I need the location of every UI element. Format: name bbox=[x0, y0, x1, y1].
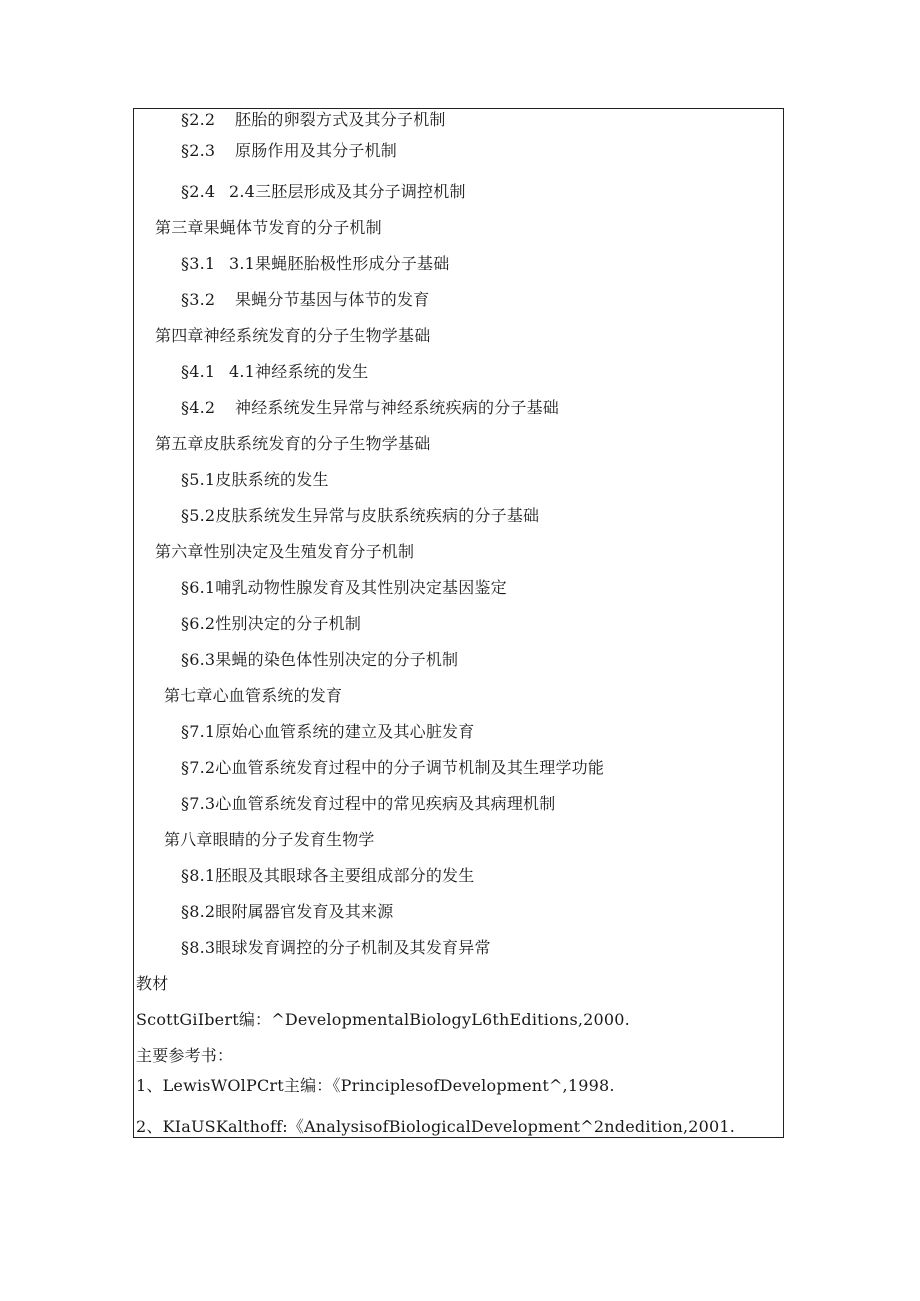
section-8-3: §8.3眼球发育调控的分子机制及其发育异常 bbox=[181, 938, 491, 957]
chapter-8-heading: 第八章眼睛的分子发育生物学 bbox=[164, 830, 375, 849]
section-4-2 bbox=[181, 398, 559, 418]
section-3-1 bbox=[181, 254, 449, 274]
section-3-2 bbox=[181, 290, 429, 310]
chapter-7-heading: 第七章心血管系统的发育 bbox=[164, 686, 343, 705]
section-title: 4.1神经系统的发生 bbox=[229, 362, 369, 381]
section-7-1: §7.1原始心血管系统的建立及其心脏发育 bbox=[181, 722, 475, 741]
reference-1: 1、LewisWOlPCrt主编：《PrinciplesofDevelopment^,1998. bbox=[136, 1076, 615, 1095]
section-4-1 bbox=[181, 362, 368, 382]
section-title: 3.1果蝇胚胎极性形成分子基础 bbox=[229, 254, 450, 273]
section-7-2: §7.2心血管系统发育过程中的分子调节机制及其生理学功能 bbox=[181, 758, 605, 777]
section-2-4 bbox=[181, 182, 466, 202]
chapter-3-heading: 第三章果蝇体节发育的分子机制 bbox=[155, 218, 382, 237]
section-6-2: §6.2性别决定的分子机制 bbox=[181, 614, 362, 633]
section-number: §3.1 bbox=[181, 254, 216, 273]
section-number: §4.1 bbox=[181, 362, 216, 381]
section-8-2: §8.2眼附属器官发育及其来源 bbox=[181, 902, 394, 921]
section-2-3 bbox=[181, 141, 397, 161]
section-title: 原肠作用及其分子机制 bbox=[235, 141, 398, 160]
section-title: 神经系统发生异常与神经系统疾病的分子基础 bbox=[235, 398, 560, 417]
textbook-entry: ScottGiIbert编：^DevelopmentalBiologyL6thEditions,2000. bbox=[136, 1010, 630, 1029]
chapter-4-heading: 第四章神经系统发育的分子生物学基础 bbox=[155, 326, 431, 345]
section-title: 胚胎的卵裂方式及其分子机制 bbox=[235, 110, 446, 129]
textbook-label: 教材 bbox=[136, 974, 169, 993]
section-title: 果蝇分节基因与体节的发育 bbox=[235, 290, 430, 309]
section-number: §4.2 bbox=[181, 398, 216, 417]
section-5-1: §5.1皮肤系统的发生 bbox=[181, 470, 329, 489]
section-2-2 bbox=[181, 110, 446, 130]
section-6-3: §6.3果蝇的染色体性别决定的分子机制 bbox=[181, 650, 459, 669]
section-5-2: §5.2皮肤系统发生异常与皮肤系统疾病的分子基础 bbox=[181, 506, 540, 525]
reference-2: 2、KIaUSKalthoff:《AnalysisofBiologicalDevelopment^2ndedition,2001. bbox=[136, 1117, 736, 1136]
section-6-1: §6.1哺乳动物性腺发育及其性别决定基因鉴定 bbox=[181, 578, 507, 597]
section-8-1: §8.1胚眼及其眼球各主要组成部分的发生 bbox=[181, 866, 475, 885]
references-label: 主要参考书： bbox=[136, 1046, 234, 1065]
section-number: §2.4 bbox=[181, 182, 216, 201]
section-title: 2.4三胚层形成及其分子调控机制 bbox=[229, 182, 466, 201]
section-number: §2.2 bbox=[181, 110, 216, 129]
section-number: §2.3 bbox=[181, 141, 216, 160]
section-number: §3.2 bbox=[181, 290, 216, 309]
chapter-5-heading: 第五章皮肤系统发育的分子生物学基础 bbox=[155, 434, 431, 453]
section-7-3: §7.3心血管系统发育过程中的常见疾病及其病理机制 bbox=[181, 794, 556, 813]
chapter-6-heading: 第六章性别决定及生殖发育分子机制 bbox=[155, 542, 415, 561]
